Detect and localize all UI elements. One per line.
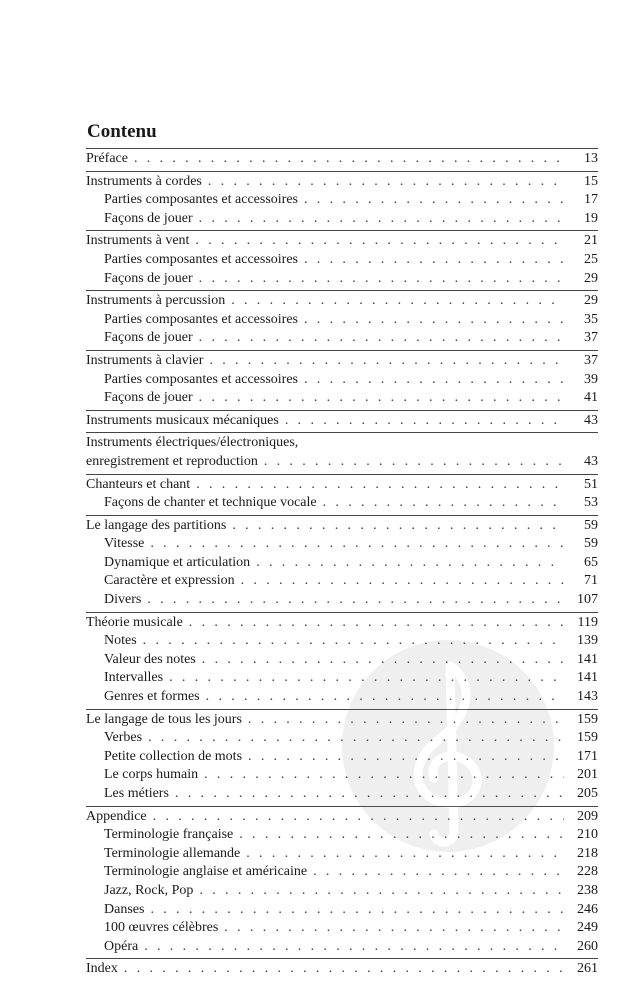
toc-subentry[interactable] bbox=[86, 191, 598, 210]
toc-page-number: 43 bbox=[584, 412, 598, 428]
toc-page-number: 37 bbox=[584, 330, 598, 346]
dot-leader bbox=[231, 292, 564, 311]
dot-leader bbox=[169, 669, 564, 688]
dot-leader bbox=[148, 729, 564, 748]
toc-page-number: 143 bbox=[577, 689, 598, 705]
toc-subentry[interactable] bbox=[86, 251, 598, 270]
toc-page-number: 159 bbox=[577, 711, 598, 727]
toc-page-number: 260 bbox=[577, 938, 598, 954]
toc-entry[interactable] bbox=[86, 150, 598, 169]
toc-entry-label: Instruments à cordes bbox=[86, 173, 202, 189]
toc-page-number: 210 bbox=[577, 827, 598, 843]
toc-entry[interactable] bbox=[86, 412, 598, 431]
toc-page-number: 59 bbox=[584, 517, 598, 533]
toc-page-number: 43 bbox=[584, 453, 598, 469]
toc-entry[interactable] bbox=[86, 476, 598, 495]
toc-entry-label: Danses bbox=[104, 901, 145, 917]
toc-entry[interactable] bbox=[86, 453, 598, 472]
dot-leader bbox=[248, 748, 564, 767]
toc-page-number: 246 bbox=[577, 901, 598, 917]
toc-page-number: 261 bbox=[577, 961, 598, 977]
toc-section bbox=[86, 350, 598, 410]
dot-leader bbox=[323, 494, 564, 513]
toc-section bbox=[86, 432, 598, 473]
toc-page-number: 41 bbox=[584, 390, 598, 406]
toc-page-number: 159 bbox=[577, 730, 598, 746]
dot-leader bbox=[189, 614, 564, 633]
toc-subentry[interactable] bbox=[86, 535, 598, 554]
toc-page-number: 13 bbox=[584, 151, 598, 166]
dot-leader bbox=[232, 517, 564, 536]
toc-subentry[interactable] bbox=[86, 785, 598, 804]
toc-page-number: 53 bbox=[584, 495, 598, 511]
toc-page-number: 65 bbox=[584, 554, 598, 570]
toc-subentry[interactable] bbox=[86, 210, 598, 229]
toc-page-number: 51 bbox=[584, 476, 598, 492]
toc-section bbox=[86, 171, 598, 231]
dot-leader bbox=[224, 919, 564, 938]
toc-entry[interactable] bbox=[86, 517, 598, 536]
dot-leader bbox=[209, 352, 564, 371]
toc-page-number: 29 bbox=[584, 270, 598, 286]
toc-entry-label: 100 œuvres célèbres bbox=[104, 920, 219, 936]
toc-entry-label: Intervalles bbox=[104, 670, 164, 686]
toc-page-number: 209 bbox=[577, 808, 598, 824]
toc-page-number: 139 bbox=[577, 633, 598, 649]
toc-entry[interactable] bbox=[86, 808, 598, 827]
dot-leader bbox=[144, 938, 564, 957]
dot-leader bbox=[304, 191, 564, 210]
toc-entry-label: Instruments musicaux mécaniques bbox=[86, 412, 279, 428]
dot-leader bbox=[304, 251, 564, 270]
dot-leader bbox=[150, 901, 564, 920]
toc-page-number: 59 bbox=[584, 536, 598, 552]
toc-page-number: 171 bbox=[577, 748, 598, 764]
toc-entry-label: Appendice bbox=[86, 808, 147, 824]
dot-leader bbox=[202, 651, 564, 670]
dot-leader bbox=[241, 572, 564, 591]
toc-subentry[interactable] bbox=[86, 845, 598, 864]
toc-section bbox=[86, 515, 598, 612]
toc-entry[interactable] bbox=[86, 173, 598, 192]
toc-entry[interactable] bbox=[86, 352, 598, 371]
toc-entry-label: Notes bbox=[104, 633, 137, 649]
dot-leader bbox=[124, 960, 564, 979]
toc-subentry[interactable] bbox=[86, 554, 598, 573]
toc-page-number: 17 bbox=[584, 192, 598, 208]
dot-leader bbox=[204, 766, 564, 785]
dot-leader bbox=[285, 412, 564, 431]
toc-subentry[interactable] bbox=[86, 901, 598, 920]
toc-subentry[interactable] bbox=[86, 882, 598, 901]
toc-entry-first-line: Instruments électriques/électroniques, bbox=[86, 435, 299, 451]
toc-entry-label: Instruments à percussion bbox=[86, 293, 226, 309]
toc-entry-label: Façons de jouer bbox=[104, 270, 193, 286]
toc-entry-label: Vitesse bbox=[104, 536, 145, 552]
dot-leader bbox=[153, 808, 564, 827]
toc-subentry[interactable] bbox=[86, 826, 598, 845]
toc-entry-label: Terminologie française bbox=[104, 827, 234, 843]
dot-leader bbox=[199, 210, 564, 229]
toc-page-number: 39 bbox=[584, 371, 598, 387]
toc-entry-label: Façons de chanter et technique vocale bbox=[104, 495, 317, 511]
toc-page-number: 141 bbox=[577, 670, 598, 686]
toc-entry-label: Parties composantes et accessoires bbox=[104, 371, 298, 387]
dot-leader bbox=[313, 863, 564, 882]
dot-leader bbox=[147, 591, 564, 610]
toc-subentry[interactable] bbox=[86, 371, 598, 390]
dot-leader bbox=[199, 270, 564, 289]
toc-subentry[interactable] bbox=[86, 863, 598, 882]
toc-page-number: 119 bbox=[577, 614, 598, 630]
toc-entry-label: Terminologie allemande bbox=[104, 845, 241, 861]
toc-entry-label: Théorie musicale bbox=[86, 614, 183, 630]
toc-entry[interactable] bbox=[86, 614, 598, 633]
toc-entry-label: Jazz, Rock, Pop bbox=[104, 882, 194, 898]
dot-leader bbox=[248, 711, 564, 730]
dot-leader bbox=[150, 535, 564, 554]
toc-entry-label: Genres et formes bbox=[104, 689, 200, 705]
toc-page-number: 37 bbox=[584, 352, 598, 368]
page-title: Contenu bbox=[87, 121, 157, 142]
dot-leader bbox=[199, 882, 564, 901]
toc-entry-label: Le corps humain bbox=[104, 767, 199, 783]
toc-subentry[interactable] bbox=[86, 748, 598, 767]
toc-subentry[interactable] bbox=[86, 591, 598, 610]
toc-page-number: 228 bbox=[577, 864, 598, 880]
toc-page-number: 21 bbox=[584, 233, 598, 249]
toc-page-number: 141 bbox=[577, 651, 598, 667]
dot-leader bbox=[175, 785, 564, 804]
toc-entry-label: Petite collection de mots bbox=[104, 748, 243, 764]
toc-entry-label: Terminologie anglaise et américaine bbox=[104, 864, 308, 880]
toc-entry-label: Verbes bbox=[104, 730, 143, 746]
toc-entry-label: Façons de jouer bbox=[104, 390, 193, 406]
toc-entry-label: Le langage des partitions bbox=[86, 517, 227, 533]
toc-entry[interactable] bbox=[86, 292, 598, 311]
toc-entry-label: Façons de jouer bbox=[104, 210, 193, 226]
toc-section bbox=[86, 230, 598, 290]
toc-subentry[interactable] bbox=[86, 651, 598, 670]
toc-entry-label: Le langage de tous les jours bbox=[86, 711, 242, 727]
toc-entry-label: Parties composantes et accessoires bbox=[104, 311, 298, 327]
dot-leader bbox=[134, 150, 564, 169]
toc-section bbox=[86, 148, 598, 171]
toc-entry-label: Parties composantes et accessoires bbox=[104, 192, 298, 208]
toc-subentry[interactable] bbox=[86, 919, 598, 938]
toc-entry-label: Caractère et expression bbox=[104, 573, 235, 589]
toc-subentry[interactable] bbox=[86, 938, 598, 957]
toc-page-number: 19 bbox=[584, 210, 598, 226]
toc-section bbox=[86, 410, 598, 433]
dot-leader bbox=[304, 311, 564, 330]
toc-entry-label: Divers bbox=[104, 592, 142, 608]
toc-entry-label: Parties composantes et accessoires bbox=[104, 251, 298, 267]
dot-leader bbox=[264, 453, 564, 472]
toc-page-number: 71 bbox=[584, 573, 598, 589]
dot-leader bbox=[239, 826, 564, 845]
toc-page-number: 249 bbox=[577, 920, 598, 936]
toc-page-number: 25 bbox=[584, 251, 598, 267]
toc-section bbox=[86, 290, 598, 350]
toc-section bbox=[86, 612, 598, 709]
toc-subentry[interactable] bbox=[86, 572, 598, 591]
toc-page-number: 15 bbox=[584, 173, 598, 189]
dot-leader bbox=[199, 329, 564, 348]
dot-leader bbox=[304, 371, 564, 390]
toc-entry[interactable] bbox=[86, 711, 598, 730]
toc-subentry[interactable] bbox=[86, 329, 598, 348]
toc-entry-label: Instruments à vent bbox=[86, 233, 190, 249]
dot-leader bbox=[199, 389, 564, 408]
toc-entry[interactable] bbox=[86, 960, 598, 979]
toc-entry-label: Opéra bbox=[104, 938, 139, 954]
dot-leader bbox=[256, 554, 564, 573]
toc-subentry[interactable] bbox=[86, 766, 598, 785]
toc-page-number: 201 bbox=[577, 767, 598, 783]
dot-leader bbox=[143, 632, 564, 651]
toc-section bbox=[86, 806, 598, 959]
table-of-contents bbox=[86, 148, 598, 981]
toc-page-number: 218 bbox=[577, 845, 598, 861]
toc-subentry[interactable] bbox=[86, 494, 598, 513]
toc-page-number: 107 bbox=[577, 592, 598, 608]
toc-entry-label: enregistrement et reproduction bbox=[86, 453, 258, 469]
toc-section bbox=[86, 474, 598, 515]
toc-page-number: 205 bbox=[577, 786, 598, 801]
toc-page-number: 35 bbox=[584, 311, 598, 327]
toc-subentry[interactable] bbox=[86, 389, 598, 408]
dot-leader bbox=[206, 688, 564, 707]
toc-page-number: 29 bbox=[584, 293, 598, 309]
toc-entry-label: Les métiers bbox=[104, 786, 169, 801]
dot-leader bbox=[196, 476, 564, 495]
toc-subentry[interactable] bbox=[86, 311, 598, 330]
toc-entry-label: Chanteurs et chant bbox=[86, 476, 191, 492]
toc-subentry[interactable] bbox=[86, 729, 598, 748]
dot-leader bbox=[246, 845, 564, 864]
toc-subentry[interactable] bbox=[86, 632, 598, 651]
toc-page-number: 238 bbox=[577, 882, 598, 898]
dot-leader bbox=[208, 173, 564, 192]
toc-entry-label: Instruments à clavier bbox=[86, 352, 204, 368]
toc-entry-label: Index bbox=[86, 961, 118, 977]
toc-section bbox=[86, 709, 598, 806]
toc-entry[interactable] bbox=[86, 232, 598, 251]
toc-entry-label: Dynamique et articulation bbox=[104, 554, 251, 570]
toc-subentry[interactable] bbox=[86, 688, 598, 707]
toc-subentry[interactable] bbox=[86, 669, 598, 688]
toc-section bbox=[86, 958, 598, 981]
toc-entry-label: Valeur des notes bbox=[104, 651, 196, 667]
toc-entry-label: Préface bbox=[86, 151, 128, 166]
toc-subentry[interactable] bbox=[86, 270, 598, 289]
toc-entry-label: Façons de jouer bbox=[104, 330, 193, 346]
dot-leader bbox=[195, 232, 564, 251]
